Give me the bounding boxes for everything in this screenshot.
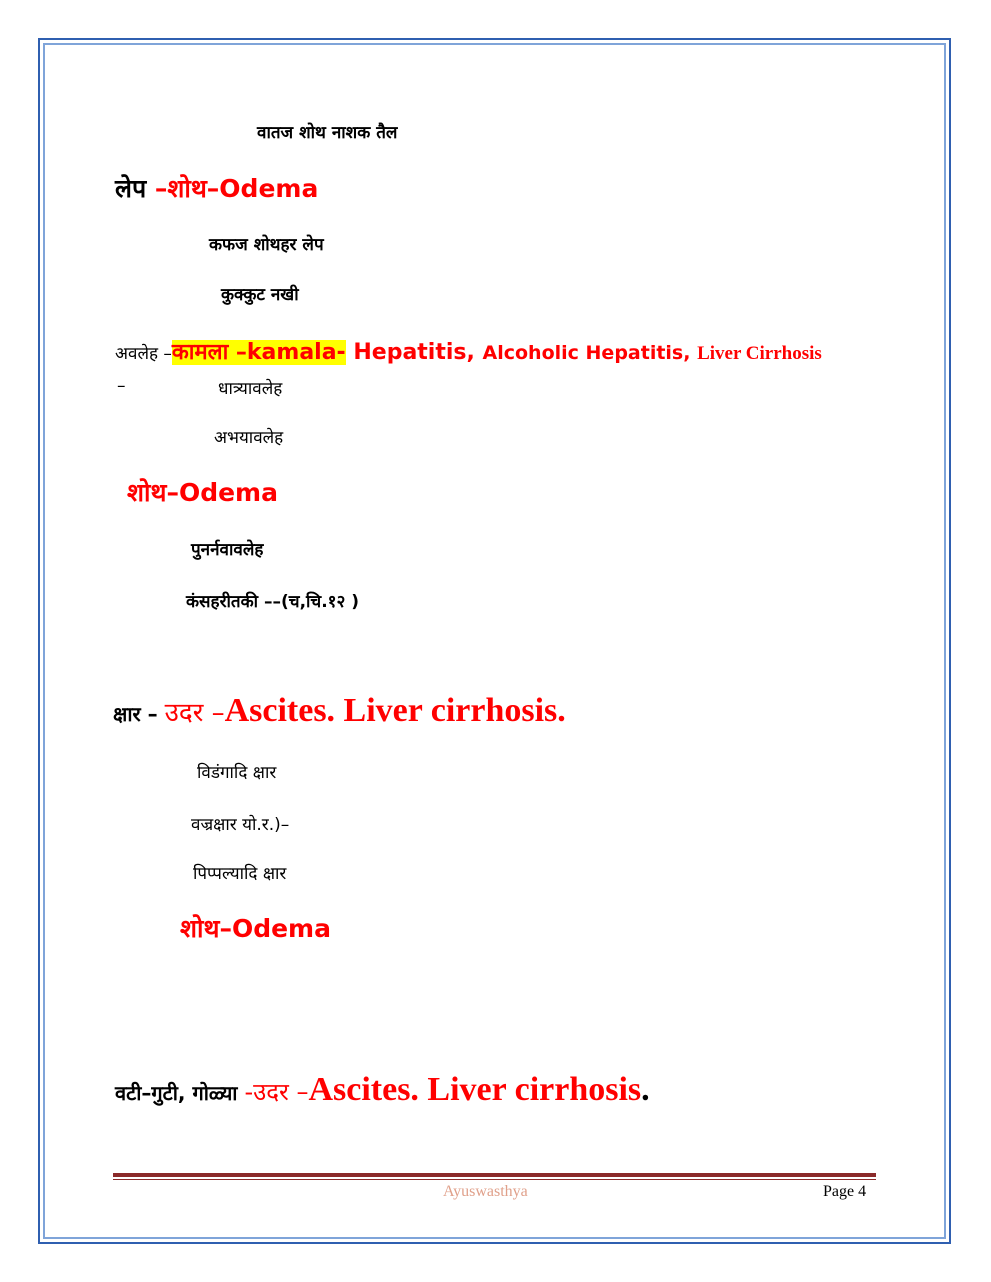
page-border-inner	[43, 43, 946, 1239]
hepatitis-text: Hepatitis,	[345, 340, 483, 365]
page-number: Page 4	[823, 1183, 867, 1200]
section-avaleh	[115, 336, 822, 366]
footer-rule-thick	[113, 1173, 876, 1177]
item-vidangadi-kshar: विडंगादि क्षार	[197, 763, 277, 783]
item-kansaharitaki: कंसहरीतकी ––(च,चि.१२ )	[186, 592, 360, 612]
vati-udar: -उदर –	[244, 1078, 309, 1106]
item-kukkut-nakhi: कुक्कुट नखी	[221, 285, 299, 305]
lep-odema: –शोथ–Odema	[154, 174, 319, 203]
alcoholic-hepatitis-text: Alcoholic Hepatitis,	[482, 342, 698, 364]
item-vajrakshar: वज्रक्षार यो.र.)–	[191, 815, 290, 835]
vati-period: .	[641, 1071, 650, 1108]
heading-vataj-tail: वातज शोथ नाशक तैल	[257, 123, 398, 143]
kshar-udar: उदर –	[164, 698, 225, 728]
shoth-odema-1: शोथ–Odema	[127, 478, 278, 507]
item-abhayavaleh: अभयावलेह	[214, 428, 284, 448]
avaleh-label: अवलेह –	[115, 344, 172, 364]
kshar-label: क्षार –	[113, 702, 165, 726]
footer-title: Ayuswasthya	[443, 1183, 528, 1200]
lep-label: लेप	[115, 174, 155, 203]
item-dhatryavaleh: धात्र्यावलेह	[218, 379, 283, 399]
item-punarnavavaleh: पुनर्नवावलेह	[191, 540, 264, 560]
section-vati	[115, 1069, 650, 1109]
section-kshar	[113, 690, 566, 730]
vati-ascites: Ascites. Liver cirrhosis	[308, 1071, 642, 1108]
kshar-ascites: Ascites. Liver cirrhosis.	[224, 692, 566, 729]
shoth-odema-2: शोथ–Odema	[180, 914, 331, 943]
item-pippalyadi-kshar: पिप्पल्यादि क्षार	[193, 864, 287, 884]
section-lep	[115, 171, 318, 205]
item-kaphaj-lep: कफज शोथहर लेप	[209, 235, 324, 255]
vati-label: वटी–गुटी, गोळ्या	[115, 1081, 245, 1105]
avaleh-dash: –	[117, 376, 126, 396]
footer-rule-thin	[113, 1179, 876, 1180]
kamala-highlight: कामला –kamala-	[171, 340, 346, 365]
liver-cirrhosis-text: Liver Cirrhosis	[697, 343, 822, 364]
